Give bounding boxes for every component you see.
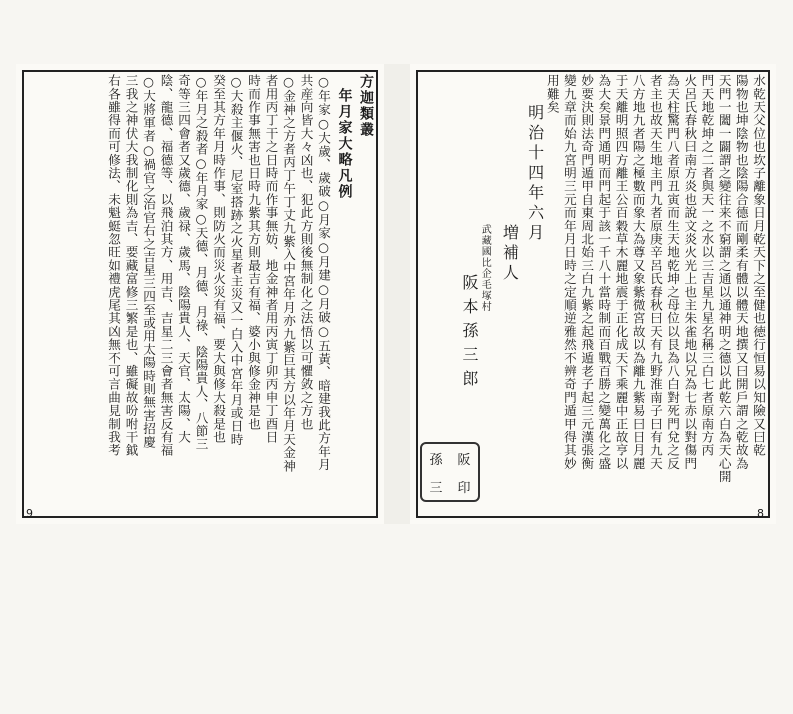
left-page-columns bbox=[26, 74, 374, 514]
left-column-13: 右各雖得而可修法、未魁蜓忽旺如禮虎尾其凶無不可言曲見制我考 bbox=[106, 74, 121, 457]
right-page-number: 8 bbox=[757, 507, 764, 520]
right-column-3: 天門一闔一闢謂之變往来不窮謂之通以通神明之德以此乾六白為天心開 bbox=[716, 74, 732, 484]
seal-char: 三 bbox=[429, 480, 443, 496]
right-page bbox=[410, 64, 776, 524]
right-column-7: 者主也故天生地主門九者原庚辛呂氏春秋曰天有九野淮南子曰有九天 bbox=[647, 74, 663, 470]
author-role: 増補人 bbox=[500, 224, 520, 284]
left-column-7: 癸至其方年月時作事、則防火而災火災有福、要大與修大殺是也 bbox=[211, 74, 226, 444]
author-seal-stamp bbox=[420, 442, 480, 502]
author-address: 武藏國比企毛塚村 bbox=[479, 224, 491, 312]
left-column-6: ○大殺主偃火、尼室搭跡之火星者主災又一白入中宮年月或日時 bbox=[228, 74, 244, 446]
right-column-11: 妙要決則法奇門遁甲自東周北始三白九紫之起飛遁老子起三元漢張衡 bbox=[579, 74, 595, 470]
left-column-4: 者用丙丁干之日時而作事無妨、地金神者用丙寅丁卯丙申丁酉日 bbox=[263, 74, 279, 444]
left-subheading: 年月家大略凡例 bbox=[336, 88, 353, 200]
publication-date: 明治十四年六月 bbox=[525, 104, 545, 244]
seal-char: 阪 bbox=[457, 452, 471, 468]
right-column-5: 火呂氏春秋曰南方炎也說文炎火光上也主朱雀地以兄為七赤以對傷門 bbox=[682, 74, 698, 470]
left-heading: 方迦類叢 bbox=[358, 74, 374, 138]
left-column-3: ○金神之方者丙丁午丁丈九紫入中宮年月亦九紫巨其方以年月天金神 bbox=[281, 74, 296, 473]
right-column-6: 為天柱驚門八者原丑寅而生天地乾坤之母位以艮為八白對死門兌之反 bbox=[665, 74, 681, 470]
right-column-12: 變九章而始九宮明三元而年月日時之定順逆雅然不辨奇門遁甲得其妙 bbox=[561, 74, 577, 470]
left-column-10: 陰、龍德、福德等、以飛泊其方、用吉、吉星二三會者無害反有福 bbox=[158, 74, 174, 457]
left-page-number: 9 bbox=[26, 507, 33, 520]
left-column-12: 三我之神伏大我制化則為吉、要藏富修三繁是也、雖礙故吩咐干鉞 bbox=[123, 74, 139, 457]
book-gutter bbox=[384, 64, 410, 524]
right-column-8: 八方地九者陽之極數而象大為尊又象紫微宮故以為離九紫易曰日月麗 bbox=[630, 74, 646, 470]
right-column-9: 于天離明照四方離王公百穀草木麗地震于正化成天下乘麗中正故亨以 bbox=[613, 74, 629, 470]
seal-char: 孫 bbox=[429, 452, 443, 468]
right-column-4: 門天地乾坤之二者與天一之水以三吉星九星名稱三白七者原南方丙 bbox=[699, 74, 715, 457]
right-column-10: 為大矣景門通明而門起于該一千八十當時制而百戰百勝之變萬化之盛 bbox=[596, 74, 612, 470]
left-column-5: 時而作事無害也日時九紫其方則最吉有福、婆小與修金神是也 bbox=[246, 74, 261, 431]
left-column-9: 奇等三四會者又歲德、歲禄、歲馬、陰陽貴人、天官、太陽、大 bbox=[176, 74, 191, 444]
left-column-8: ○年月之殺者○年月家○天德、月德、月祿、陰陽貴人、八節三 bbox=[193, 74, 209, 451]
right-column-1: 水乾天父位也坎子離象日月乾天下之至健也徳行恒易以知險又曰乾 bbox=[751, 74, 766, 457]
right-column-2: 陽物也坤陰物也陰陽合德而剛柔有體以體天地撰又曰開戶謂之乾故為 bbox=[733, 74, 749, 470]
left-column-2: 共産向皆大々凶也、犯此方則後無制化之法悟以可懼敛之方也 bbox=[298, 74, 314, 431]
left-column-11: ○大將軍者○禍官之治官右之吉星三四至或用太陽時則無害招慶 bbox=[141, 74, 156, 449]
left-page bbox=[16, 64, 384, 524]
author-name: 阪本孫三郎 bbox=[460, 274, 479, 394]
right-column-13: 用難矣 bbox=[544, 74, 560, 114]
left-column-1: ○年家○大歲、歲破○月家○月建○月破○五黃、暗建我此方年月 bbox=[316, 74, 331, 472]
seal-char: 印 bbox=[457, 480, 471, 496]
